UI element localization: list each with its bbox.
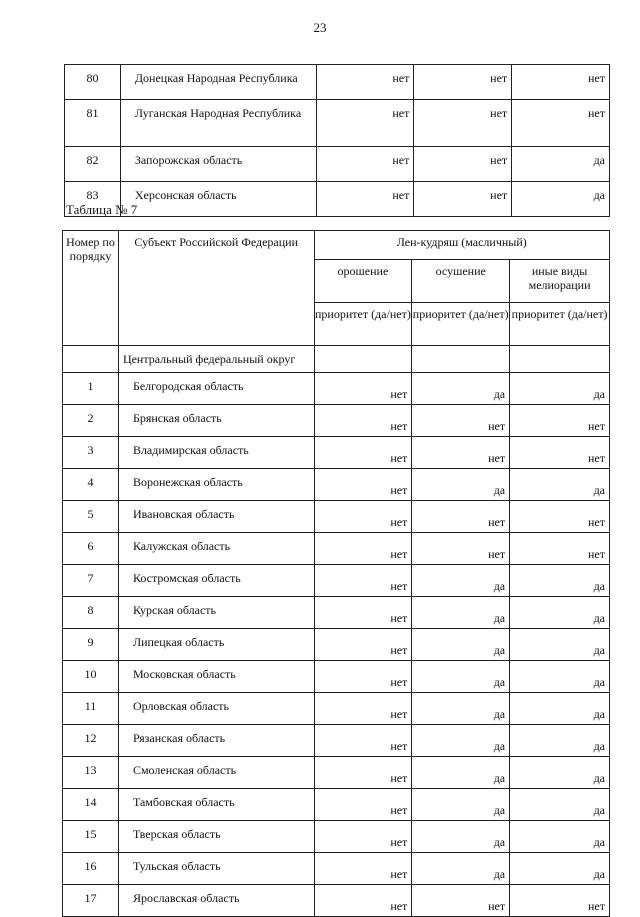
region-name: Владимирская область [118, 437, 314, 469]
row-number: 1 [63, 373, 119, 405]
value-other: да [512, 147, 610, 182]
value-drainage: да [412, 757, 510, 789]
value-irrigation: нет [314, 501, 412, 533]
table-row [63, 789, 610, 821]
row-number: 7 [63, 565, 119, 597]
value-drainage: да [412, 597, 510, 629]
value-drainage: нет [412, 437, 510, 469]
row-number: 4 [63, 469, 119, 501]
table-row [63, 885, 610, 917]
region-name: Тульская область [118, 853, 314, 885]
value-irrigation: нет [314, 469, 412, 501]
value-drainage: нет [412, 501, 510, 533]
table-caption: Таблица № 7 [66, 202, 138, 217]
value-irrigation: нет [314, 885, 412, 917]
region-name: Орловская область [118, 693, 314, 725]
district-empty-cell [314, 346, 412, 373]
region-name: Смоленская область [118, 757, 314, 789]
value-drainage: да [412, 853, 510, 885]
value-other: да [510, 661, 610, 693]
table-row [63, 501, 610, 533]
region-name: Рязанская область [118, 725, 314, 757]
value-other: да [510, 757, 610, 789]
table-row [65, 147, 610, 182]
value-irrigation: нет [314, 789, 412, 821]
row-number: 14 [63, 789, 119, 821]
table-row [63, 661, 610, 693]
region-name: Запорожская область [120, 147, 316, 182]
header-priority-3: приоритет (да/нет) [510, 303, 610, 346]
table-row [63, 565, 610, 597]
table-row [63, 821, 610, 853]
value-other: да [510, 853, 610, 885]
value-irrigation: нет [314, 533, 412, 565]
row-number: 16 [63, 853, 119, 885]
value-other: нет [510, 437, 610, 469]
value-other: да [510, 469, 610, 501]
value-irrigation: нет [314, 853, 412, 885]
value-drainage: нет [412, 885, 510, 917]
row-number: 3 [63, 437, 119, 469]
value-other: да [510, 725, 610, 757]
value-drainage: нет [414, 65, 512, 100]
table-row [63, 757, 610, 789]
row-number: 8 [63, 597, 119, 629]
value-drainage: да [412, 693, 510, 725]
region-name: Тверская область [118, 821, 314, 853]
table-row [63, 693, 610, 725]
value-drainage: да [412, 565, 510, 597]
value-irrigation: нет [316, 182, 414, 217]
table-row [65, 182, 610, 217]
value-drainage: да [412, 821, 510, 853]
header-other-melioration: иные виды мелиорации [510, 260, 610, 303]
region-name: Ивановская область [118, 501, 314, 533]
value-drainage: нет [412, 533, 510, 565]
value-irrigation: нет [316, 65, 414, 100]
table-row [63, 853, 610, 885]
row-number: 6 [63, 533, 119, 565]
value-other: да [510, 373, 610, 405]
value-drainage: да [412, 373, 510, 405]
header-priority-1: приоритет (да/нет) [314, 303, 412, 346]
header-irrigation: орошение [314, 260, 412, 303]
row-number: 80 [65, 65, 121, 100]
value-other: да [510, 693, 610, 725]
row-number: 13 [63, 757, 119, 789]
table-7 [62, 230, 610, 917]
table-row [63, 629, 610, 661]
value-irrigation: нет [314, 405, 412, 437]
row-number: 2 [63, 405, 119, 437]
value-other: нет [510, 501, 610, 533]
region-name: Воронежская область [118, 469, 314, 501]
page-number: 23 [313, 20, 327, 35]
region-name: Брянская область [118, 405, 314, 437]
region-name: Калужская область [118, 533, 314, 565]
value-irrigation: нет [314, 437, 412, 469]
row-number: 81 [65, 100, 121, 147]
row-number: 83 [65, 182, 121, 217]
value-drainage: да [412, 469, 510, 501]
table-row [63, 469, 610, 501]
table-row [63, 373, 610, 405]
value-other: да [510, 629, 610, 661]
value-drainage: да [412, 725, 510, 757]
value-irrigation: нет [314, 597, 412, 629]
value-other: да [510, 597, 610, 629]
region-name: Тамбовская область [118, 789, 314, 821]
header-subject: Субъект Российской Федерации [118, 231, 314, 346]
district-empty-cell [412, 346, 510, 373]
table-row [65, 65, 610, 100]
row-number: 5 [63, 501, 119, 533]
row-number: 10 [63, 661, 119, 693]
table-row [63, 597, 610, 629]
region-name: Костромская область [118, 565, 314, 597]
value-drainage: да [412, 661, 510, 693]
region-name: Ярославская область [118, 885, 314, 917]
table-row [63, 437, 610, 469]
header-priority-2: приоритет (да/нет) [412, 303, 510, 346]
row-number: 11 [63, 693, 119, 725]
header-number: Номер по порядку [63, 231, 119, 346]
region-name: Донецкая Народная Республика [120, 65, 316, 100]
region-name: Московская область [118, 661, 314, 693]
row-number: 17 [63, 885, 119, 917]
value-irrigation: нет [314, 821, 412, 853]
value-irrigation: нет [314, 373, 412, 405]
region-name: Курская область [118, 597, 314, 629]
value-irrigation: нет [314, 661, 412, 693]
region-name: Луганская Народная Республика [120, 100, 316, 147]
header-drainage: осушение [412, 260, 510, 303]
row-number: 12 [63, 725, 119, 757]
value-drainage: нет [414, 182, 512, 217]
value-other: да [510, 789, 610, 821]
value-drainage: да [412, 629, 510, 661]
district-blank-cell [63, 346, 119, 373]
value-irrigation: нет [314, 565, 412, 597]
value-drainage: нет [414, 100, 512, 147]
value-other: да [512, 182, 610, 217]
value-other: да [510, 565, 610, 597]
value-irrigation: нет [314, 757, 412, 789]
table-row [65, 100, 610, 147]
value-irrigation: нет [314, 629, 412, 661]
value-other: да [510, 821, 610, 853]
value-drainage: да [412, 789, 510, 821]
value-other: нет [512, 100, 610, 147]
row-number: 82 [65, 147, 121, 182]
region-name: Белгородская область [118, 373, 314, 405]
value-other: нет [510, 885, 610, 917]
value-other: нет [512, 65, 610, 100]
top-table [64, 64, 610, 217]
district-label: Центральный федеральный округ [118, 346, 314, 373]
value-irrigation: нет [314, 725, 412, 757]
row-number: 15 [63, 821, 119, 853]
row-number: 9 [63, 629, 119, 661]
value-other: нет [510, 405, 610, 437]
value-irrigation: нет [316, 147, 414, 182]
value-irrigation: нет [316, 100, 414, 147]
table-row [63, 405, 610, 437]
region-name: Липецкая область [118, 629, 314, 661]
district-empty-cell [510, 346, 610, 373]
table-row [63, 533, 610, 565]
header-crop: Лен-кудряш (масличный) [314, 231, 610, 260]
value-other: нет [510, 533, 610, 565]
value-drainage: нет [412, 405, 510, 437]
table-row [63, 725, 610, 757]
value-irrigation: нет [314, 693, 412, 725]
region-name: Херсонская область [120, 182, 316, 217]
value-drainage: нет [414, 147, 512, 182]
